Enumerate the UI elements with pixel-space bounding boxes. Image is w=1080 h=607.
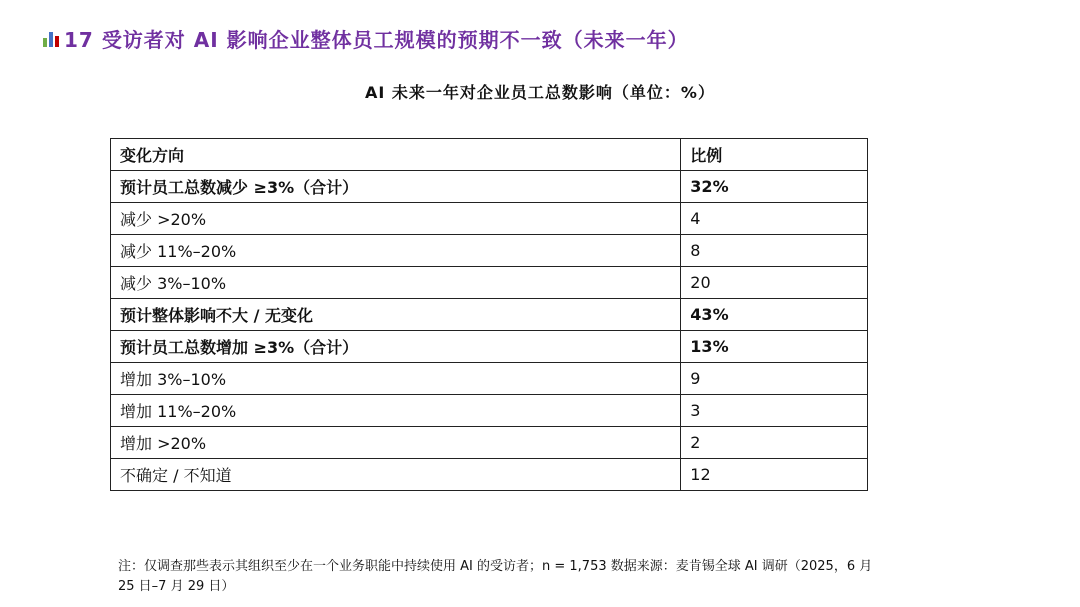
- table-row: [111, 203, 868, 235]
- table-row: [111, 459, 868, 491]
- column-header-direction: 变化方向: [111, 139, 681, 171]
- table-row: [111, 363, 868, 395]
- table-title: AI 未来一年对企业员工总数影响（单位：%）: [365, 83, 715, 102]
- row-label: 不确定 / 不知道: [111, 459, 681, 491]
- column-header-ratio: 比例: [681, 139, 868, 171]
- row-label: 预计员工总数减少 ≥3%（合计）: [111, 171, 681, 203]
- row-label: 预计整体影响不大 / 无变化: [111, 299, 681, 331]
- heading-number: 17: [64, 27, 94, 52]
- row-value: 4: [681, 203, 868, 235]
- row-label: 减少 >20%: [111, 203, 681, 235]
- heading-title: 受访者对 AI 影响企业整体员工规模的预期不一致（未来一年）: [101, 27, 689, 52]
- row-label: 增加 3%–10%: [111, 363, 681, 395]
- row-value: 13%: [681, 331, 868, 363]
- table-row: [111, 235, 868, 267]
- page-heading: [42, 22, 689, 54]
- table-row: [111, 427, 868, 459]
- row-value: 9: [681, 363, 868, 395]
- row-value: 20: [681, 267, 868, 299]
- row-label: 增加 >20%: [111, 427, 681, 459]
- footnote: 注：仅调查那些表示其组织至少在一个业务职能中持续使用 AI 的受访者；n = 1,753 数据来源：麦肯锡全球 AI 调研（2025，6 月 25 日–7 月 29 日）: [118, 559, 873, 594]
- table-header-row: [111, 139, 868, 171]
- row-label: 减少 11%–20%: [111, 235, 681, 267]
- table-row: [111, 395, 868, 427]
- row-value: 43%: [681, 299, 868, 331]
- row-value: 3: [681, 395, 868, 427]
- row-label: 减少 3%–10%: [111, 267, 681, 299]
- table-row: [111, 331, 868, 363]
- table-row: [111, 171, 868, 203]
- row-value: 8: [681, 235, 868, 267]
- row-value: 32%: [681, 171, 868, 203]
- row-value: 12: [681, 459, 868, 491]
- bar-chart-icon: [42, 29, 62, 47]
- row-value: 2: [681, 427, 868, 459]
- data-table: [110, 138, 868, 491]
- row-label: 增加 11%–20%: [111, 395, 681, 427]
- table-row: [111, 299, 868, 331]
- table-row: [111, 267, 868, 299]
- row-label: 预计员工总数增加 ≥3%（合计）: [111, 331, 681, 363]
